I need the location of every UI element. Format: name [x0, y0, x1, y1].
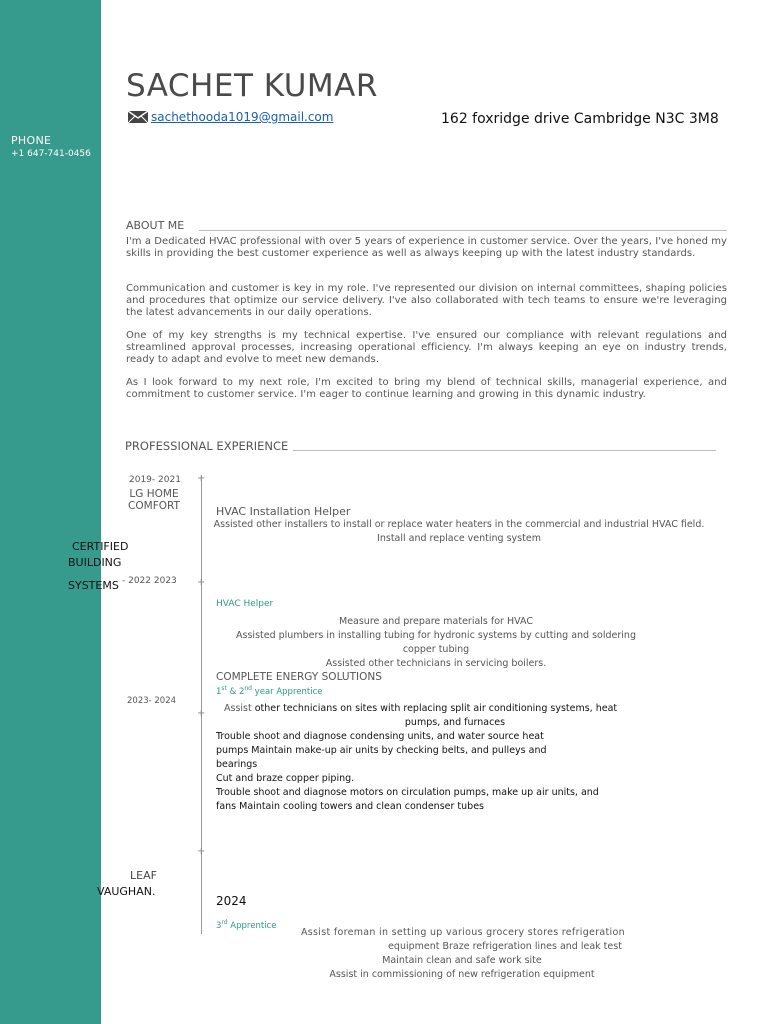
phone-label: PHONE [11, 134, 52, 147]
about-divider [199, 230, 727, 231]
timeline-tick: + [197, 708, 206, 719]
job-duty: pumps Maintain make-up air units by checking belts, and pulleys and [216, 745, 547, 756]
job-company: LG HOME COMFORT [128, 488, 180, 512]
address: 162 foxridge drive Cambridge N3C 3M8 [441, 111, 719, 127]
experience-title: PROFESSIONAL EXPERIENCE [125, 439, 289, 453]
job-company-line: BUILDING [68, 556, 122, 569]
job-duty: Maintain clean and safe work site [382, 955, 542, 966]
job-duty: Measure and prepare materials for HVAC [339, 616, 533, 627]
job-duty: equipment Braze refrigeration lines and leak test [388, 941, 622, 952]
job-role: HVAC Helper [216, 599, 274, 609]
timeline-tick: + [197, 577, 206, 588]
timeline-tick: + [197, 473, 206, 484]
job-role: 1st & 2nd year Apprentice [216, 685, 323, 697]
job-role: 3rd Apprentice [216, 919, 277, 931]
job-duty: Trouble shoot and diagnose condensing units, and water source heat [216, 731, 544, 742]
job-duty: Assisted other installers to install or replace water heaters in the commercial and industrial HVAC field. [213, 519, 705, 530]
job-dates: 2024 [216, 894, 247, 908]
about-paragraph: I'm a Dedicated HVAC professional with over 5 years of experience in customer service. Over the years, I've honed my skills in providing the best customer experience as well as always keeping up with the latest industry standards. [126, 236, 727, 259]
job-duty: Cut and braze copper piping. [216, 773, 355, 784]
job-duty: fans Maintain cooling towers and clean condenser tubes [216, 801, 484, 812]
job-company-line: CERTIFIED [72, 540, 129, 553]
job-duty: bearings [216, 759, 258, 770]
job-dates: 2019- 2021 [129, 475, 181, 485]
candidate-name: SACHET KUMAR [126, 68, 378, 104]
job-duty: Assist in commissioning of new refrigeration equipment [329, 969, 595, 980]
job-duty: Install and replace venting system [377, 533, 541, 544]
job-company-line: VAUGHAN. [97, 885, 156, 898]
job-duty: Assisted plumbers in installing tubing for hydronic systems by cutting and soldering [236, 630, 636, 641]
job-dates: 2023- 2024 [127, 696, 177, 706]
phone-number: +1 647-741-0456 [11, 149, 91, 159]
job-company: COMPLETE ENERGY SOLUTIONS [216, 671, 382, 683]
sidebar [0, 0, 101, 1024]
job-duty: Assist foreman in setting up various grocery stores refrigeration [301, 927, 625, 938]
job-company-line: LEAF [130, 869, 157, 882]
job-duty: copper tubing [402, 644, 470, 655]
about-title: ABOUT ME [126, 219, 185, 232]
job-dates: - 2022 2023 [122, 576, 177, 586]
job-duty: Assisted other technicians in servicing boilers. [325, 658, 547, 669]
job-role: HVAC Installation Helper [216, 505, 351, 518]
email-link[interactable]: sachethooda1019@gmail.com [151, 110, 334, 124]
about-paragraph: As I look forward to my next role, I'm excited to bring my blend of technical skills, managerial experience, and commitment to customer service. I'm eager to continue learning and growing in this dynamic industry. [126, 377, 727, 400]
job-duty: pumps, and furnaces [404, 717, 506, 728]
job-duty: Assist other technicians on sites with replacing split air conditioning systems, heat [224, 703, 618, 714]
timeline-tick: + [197, 846, 206, 857]
job-duty: Trouble shoot and diagnose motors on circulation pumps, make up air units, and [216, 787, 599, 798]
about-paragraph: Communication and customer is key in my role. I've represented our division on internal committees, shaping policies and procedures that optimize our service delivery. I've also collaborated with tech teams to ensure we're leveraging the latest advancements in our daily operations. [126, 283, 727, 318]
experience-divider [293, 450, 716, 451]
envelope-icon [128, 111, 148, 123]
job-company-line: SYSTEMS [68, 579, 119, 592]
about-paragraph: One of my key strengths is my technical expertise. I've ensured our compliance with relevant regulations and streamlined approval processes, increasing operational efficiency. I'm always keeping an eye on industry trends, ready to adapt and evolve to meet new demands. [126, 330, 727, 365]
